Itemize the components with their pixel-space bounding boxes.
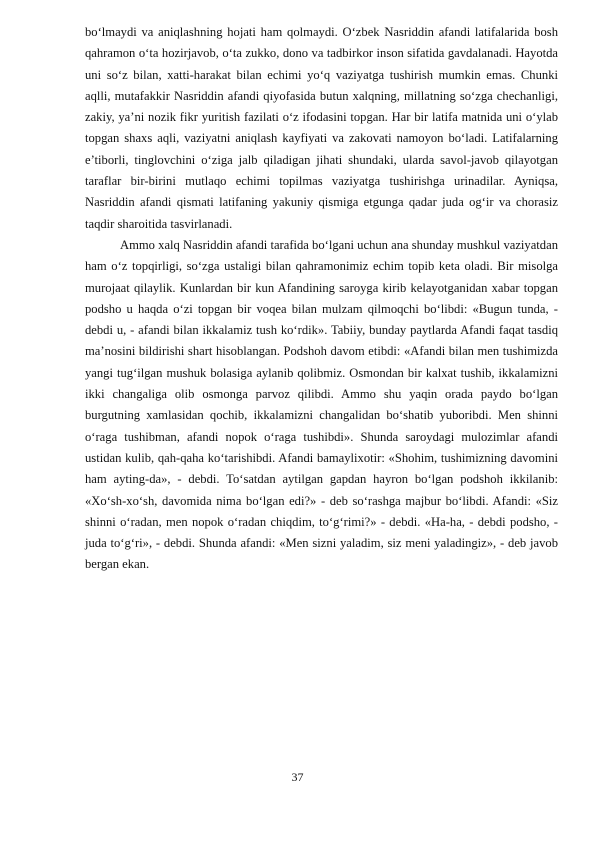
document-page: [85, 22, 558, 576]
page-number: 37: [291, 770, 304, 784]
paragraph-2: Ammo xalq Nasriddin afandi tarafida bo‘lgani uchun ana shunday mushkul vaziyatdan ham o‘z topqirligi, so‘zga ustaligi bilan qahramonimiz echim topib keta oladi. Bir misolga murojaat qilaylik. Kunlardan bir kun Afandining saroyga kirib kelayotganidan xabar topgan podsho u haqda o‘zi topgan bir voqea bilan mulzam qilmoqchi bo‘libdi: «Bugun tunda, - debdi u, - afandi bilan ikkalamiz tush ko‘rdik». Tabiiy, bunday paytlarda Afandi faqat tasdiq ma’nosini bildirishi shart hisoblangan. Podshoh davom etibdi: «Afandi bilan men tushimizda yangi tug‘ilgan mushuk bolasiga aylanib qolibmiz. Osmondan bir kalxat tushib, ikkalamizni ikki changaliga olib osmonga parvoz qilibdi. Ammo shu yaqin orada paydo bo‘lgan burgutning xamlasidan qochib, ikkalamizni changalidan bo‘shatib yuboribdi. Men shinni o‘raga tushibman, afandi nopok o‘raga tushibdi». Shunda saroydagi mulozimlar afandi ustidan kulib, qah-qaha ko‘tarishibdi. Afandi bamaylixotir: «Shohim, tushimizning davomini ham ayting-da», - debdi. To‘satdan aytilgan gapdan hayron bo‘lgan podshoh ikkilanib: «Xo‘sh-xo‘sh, davomida nima bo‘lgan edi?» - deb so‘rashga majbur bo‘libdi. Afandi: «Siz shinni o‘radan, men nopok o‘radan chiqdim, to‘g‘rimi?» - debdi. «Ha-ha, - debdi podsho, - juda to‘g‘ri», - debdi. Shunda afandi: «Men sizni yaladim, siz meni yaladingiz», - deb javob bergan ekan.: [85, 237, 558, 572]
paragraph-1: bo‘lmaydi va aniqlashning hojati ham qolmaydi. O‘zbek Nasriddin afandi latifalarida bosh qahramon o‘ta hozirjavob, o‘ta zukko, dono va tadbirkor inson sifatida gavdalanadi. Hayotda uni so‘z bilan, xatti-harakat bilan echimi yo‘q vaziyatga tushirish mumkin emas. Chunki aqlli, mutafakkir Nasriddin afandi qiyofasida butun xalqning, millatning so‘zga chechanligi, zakiy, ya’ni nozik fikr yuritish fazilati o‘z ifodasini topgan. Har bir latifa matnida uni o‘ylab topgan shaxs aqli, vaziyatni aniqlash kayfiyati va zakovati namoyon bo‘ladi. Latifalarning e’tiborli, tinglovchini o‘ziga jalb qiladigan jihati shundaki, ularda savol-javob qilayotgan taraflar bir-birini mutlaqo echimi topilmas vaziyatga tushirishga urinadilar. Ayniqsa, Nasriddin afandi qismati latifaning yakuniy qismiga etgunga qadar juda og‘ir va chorasiz taqdir sharoitida tasvirlanadi.: [85, 25, 558, 231]
